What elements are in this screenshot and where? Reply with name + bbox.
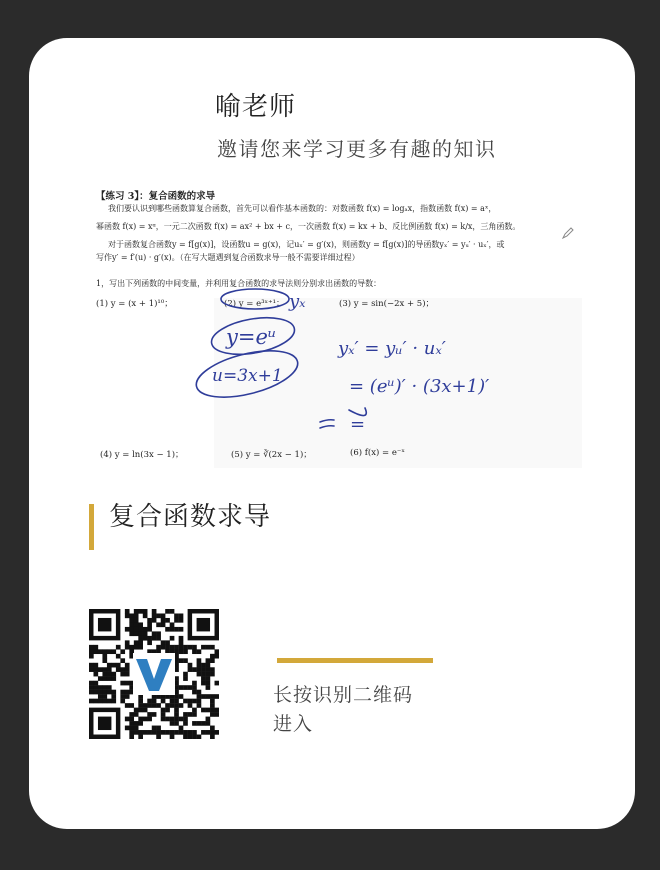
handwriting-strokes xyxy=(94,186,582,472)
worksheet-paragraph-line: 写作y′ = f′(u) · g′(x)。（在写大题遇到复合函数求导一般不需要详细过程） xyxy=(96,253,360,262)
worksheet-item-1: (1) y = (x + 1)¹⁰； xyxy=(96,299,173,309)
handwriting-line-4: = (eᵘ)′ · (3x+1)′ xyxy=(349,376,490,397)
worksheet-item-2: (2) y = e³ˣ⁺¹； xyxy=(224,299,285,309)
worksheet-item-4: (4) y = ln(3x − 1)； xyxy=(100,450,184,460)
worksheet-item-6: (6) f(x) = e⁻ˣ xyxy=(350,448,405,458)
accent-divider xyxy=(277,658,433,663)
worksheet-image xyxy=(94,186,582,472)
worksheet-question: 1，写出下列函数的中间变量，并利用复合函数的求导法则分别求出函数的导数： xyxy=(96,279,382,288)
worksheet-paragraph-line: 对于函数复合函数y = f[g(x)]，设函数u = g(x)，记uₓ′ = g′(x)，则函数y = f[g(x)]的导函数yₓ′ = yᵤ′ · uₓ′，或 xyxy=(108,240,505,249)
pencil-icon xyxy=(562,227,574,239)
cta-line-1: 长按识别二维码 xyxy=(273,684,414,706)
invite-text: 邀请您来学习更多有趣的知识 xyxy=(217,137,497,161)
cta-text xyxy=(273,681,413,739)
handwriting-line-5: = xyxy=(350,414,366,435)
teacher-name: 喻老师 xyxy=(215,92,297,122)
worksheet-item-3: (3) y = sin(−2x + 5)； xyxy=(339,299,435,309)
handwriting-line-2: u=3x+1 xyxy=(212,366,283,386)
poster-card xyxy=(29,38,635,829)
handwriting-line-1: y=eᵘ xyxy=(226,325,277,349)
worksheet-title: 【练习 3】：复合函数的求导 xyxy=(96,191,216,202)
worksheet-paragraph-line: 幂函数 f(x) = xᵅ，一元二次函数 f(x) = ax² + bx + c，一次函数 f(x) = kx + b、反比例函数 f(x) = k/x，三角函数。 xyxy=(96,222,521,231)
handwriting-line-3: yₓ′ = yᵤ′ · uₓ′ xyxy=(338,338,446,359)
worksheet-item-5: (5) y = ∛(2x − 1)； xyxy=(231,450,312,460)
cta-line-2: 进入 xyxy=(273,713,314,735)
qr-code-icon[interactable] xyxy=(89,609,219,739)
handwriting-note-top: yₓ xyxy=(289,291,306,312)
section-title: 复合函数求导 xyxy=(109,502,272,532)
section-accent-bar xyxy=(89,504,94,550)
worksheet-paragraph-line: 我们要认识到哪些函数算复合函数，首先可以看作基本函数的：对数函数 f(x) = logₐx，指数函数 f(x) = aˣ， xyxy=(108,204,497,213)
